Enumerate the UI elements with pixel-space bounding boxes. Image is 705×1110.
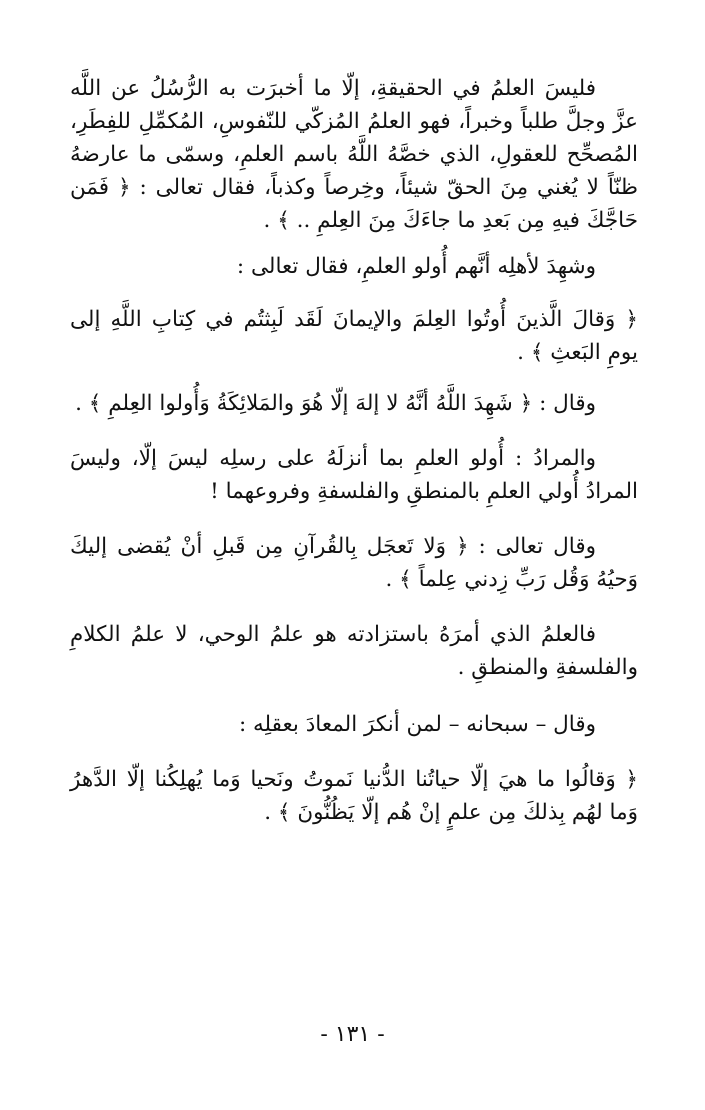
paragraph-meaning-of-knowledge: والمرادُ : أُولو العلمِ بما أنزلَهُ على رسلِه ليسَ إلّا، وليسَ المرادُ أُولي العلمِ بالمنطقِ والفلسفةِ وفروعهما ! xyxy=(70,446,638,504)
page-number: - ١٣١ - xyxy=(320,1022,385,1047)
page-body xyxy=(70,72,638,1072)
paragraph-true-knowledge: فليسَ العلمُ في الحقيقةِ، إلّا ما أخبرَت به الرُّسُلُ عن اللَّه عزَّ وجلَّ طلباً وخبراً، فهو العلمُ المُزكّي للنّفوسِ، المُكمِّلِ للفِطَرِ، المُصحِّح للعقولِ، الذي خصَّهُ اللَّهُ باسم العلمِ، وسمّى ما عارضهُ ظنّاً لا يُغني مِنَ الحقّ شيئاً، وخِرصاً وكذباً، فقال تعالى : ﴿ فَمَن حَاجَّكَ فيهِ مِن بَعدِ ما جاءَكَ مِنَ العِلمِ .. ﴾ . xyxy=(70,76,638,233)
quran-verse-rum: ﴿ وَقالَ الَّذينَ أُوتُوا العِلمَ والإيمانَ لَقَد لَبِثتُم في كِتابِ اللَّهِ إلى يومِ البَعثِ ﴾ . xyxy=(70,307,638,365)
quran-verse-jathiya: ﴿ وَقالُوا ما هيَ إلّا حياتُنا الدُّنيا نَموتُ ونَحيا وَما يُهلِكُنا إلّا الدَّهرُ وَما لهُم بِذلكَ مِن علمٍ إنْ هُم إلّا يَظُنُّونَ ﴾ . xyxy=(70,767,638,825)
quran-verse-al-imran: وقال : ﴿ شَهِدَ اللَّهُ أنَّهُ لا إلهَ إلّا هُوَ والمَلائِكَةُ وَأُولوا العِلمِ ﴾ . xyxy=(75,391,596,416)
paragraph-testimony-intro: وشهِدَ لأهلِه أنَّهم أُولو العلمِ، فقال تعالى : xyxy=(236,254,596,279)
quran-verse-taha: وقال تعالى : ﴿ وَلا تَعجَل بِالقُرآنِ مِن قَبلِ أنْ يُقضى إليكَ وَحيُهُ وَقُل رَبِّ زِدني عِلماً ﴾ . xyxy=(70,534,638,592)
paragraph-revelation-knowledge: فالعلمُ الذي أمرَهُ باستزادته هو علمُ الوحي، لا علمُ الكلامِ والفلسفةِ والمنطقِ . xyxy=(70,622,638,680)
paragraph-denial-of-resurrection: وقال – سبحانه – لمن أنكرَ المعادَ بعقلِه : xyxy=(238,712,596,737)
